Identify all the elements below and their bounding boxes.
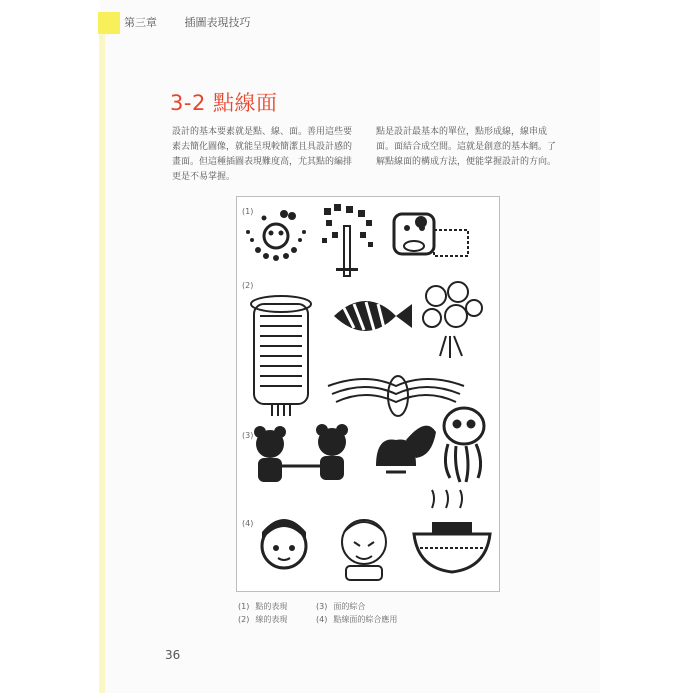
figure-label-4: (4): [242, 519, 254, 528]
flower-bouquet-illustration: [423, 282, 482, 358]
figure-label-2: (2): [242, 281, 254, 290]
bird-illustration: [328, 376, 464, 416]
tree-illustration: [322, 204, 373, 276]
left-paragraph: 設計的基本要素就是點、線、面。善用這些要素去簡化圖像，就能呈現較簡潔且具設計感的畫面。但這種插圖表現難度高，尤其點的編排更是不易掌握。: [172, 127, 353, 182]
running-header: [124, 14, 275, 30]
tulip-illustration: [376, 426, 436, 472]
illustration-artwork: [236, 196, 498, 590]
cow-illustration: [394, 214, 468, 256]
lantern-illustration: [251, 296, 311, 416]
figure-label-1: (1): [242, 207, 254, 216]
caption-1: (1) 點的表現: [238, 602, 288, 611]
mouse-couple-illustration: [254, 424, 348, 482]
figure-label-3: (3): [242, 431, 254, 440]
section-title: 3-2 點線面: [170, 91, 278, 115]
caption-3: (3) 面的綜合: [316, 602, 366, 611]
chapter-label: 第三章: [124, 16, 157, 29]
crab-illustration: [246, 210, 306, 261]
right-paragraph: 點是設計最基本的單位，點形成線，線串成面。面結合成空間。這就是創意的基本網。了解點線面的構成方法，便能掌握設計的方向。: [376, 127, 557, 167]
caption-2: (2) 線的表現: [238, 615, 288, 624]
fish-illustration: [334, 301, 412, 331]
book-title: 插圖表現技巧: [184, 16, 251, 29]
noodle-bowl-illustration: [414, 490, 490, 572]
caption-4: (4) 點線面的綜合應用: [316, 615, 398, 624]
page-number: 36: [165, 648, 181, 662]
chapter-tab-marker: [98, 12, 120, 34]
page-spine-stripe: [99, 34, 105, 693]
boy-face-illustration: [342, 520, 386, 580]
girl-face-illustration: [262, 519, 306, 568]
octopus-illustration: [444, 408, 484, 482]
